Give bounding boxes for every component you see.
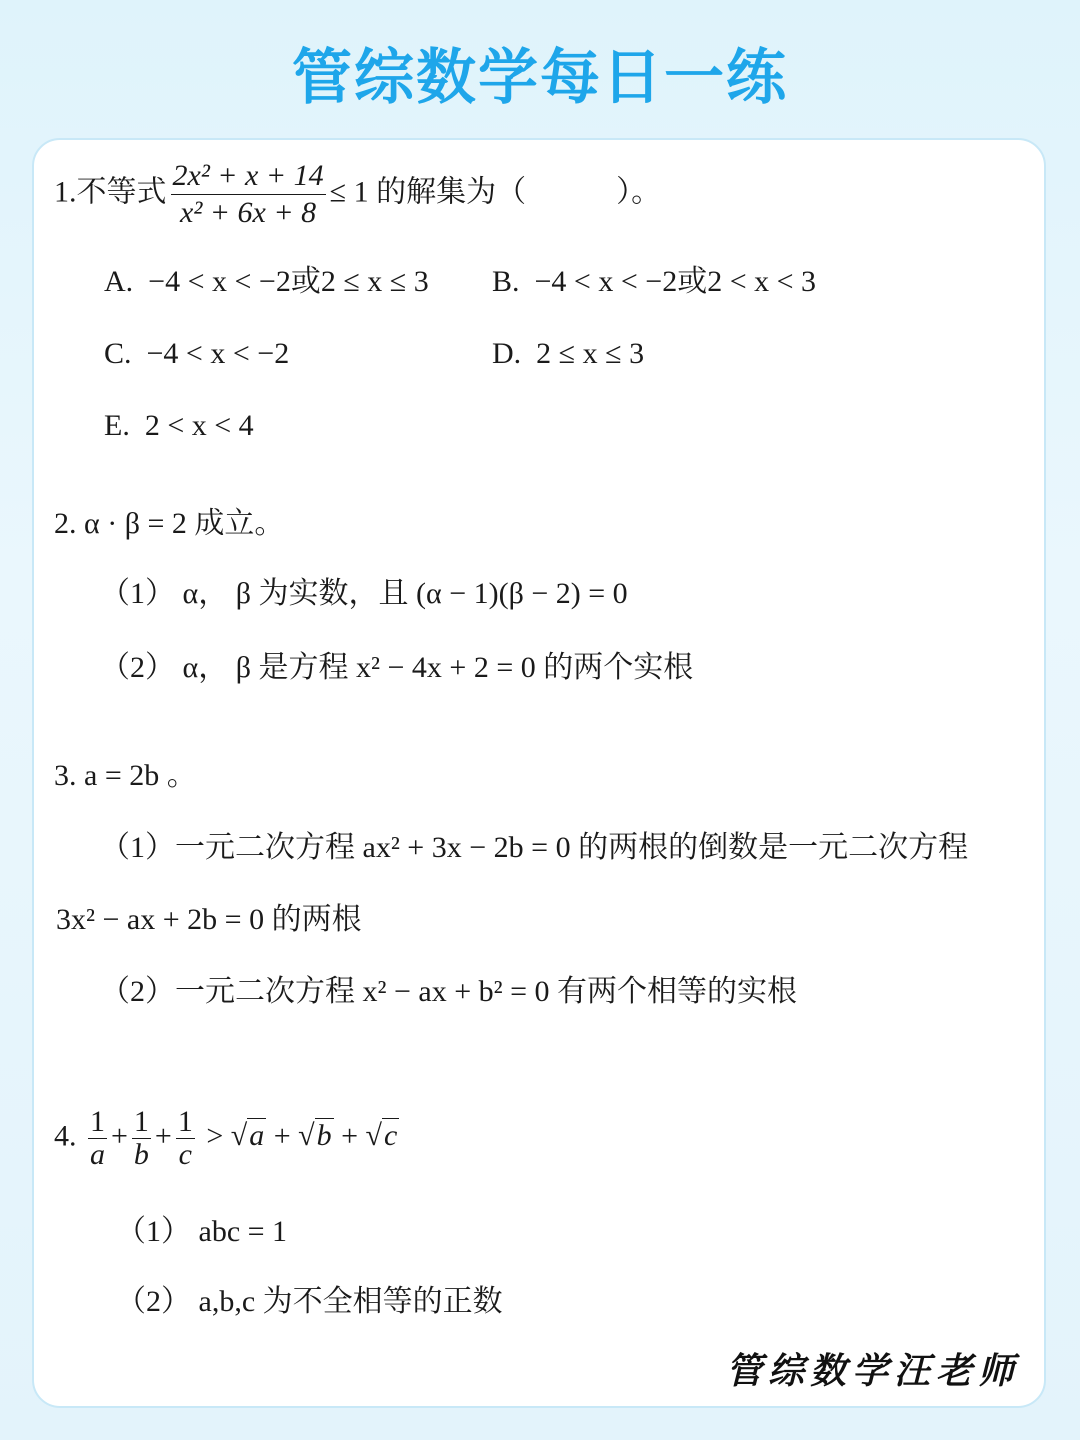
radicand: a — [249, 1119, 265, 1153]
option-letter: D. — [492, 337, 522, 370]
option-letter: B. — [492, 265, 520, 298]
q2-condition-2: （2） α， β 是方程 x² − 4x + 2 = 0 的两个实根 — [100, 651, 694, 684]
q1-fraction — [171, 158, 326, 231]
q4-frac-1 — [88, 1106, 107, 1171]
frac-numerator: 1 — [133, 1105, 149, 1138]
option-text: 2 < x < 4 — [144, 409, 254, 442]
q1-option-c — [104, 334, 289, 374]
q1-option-a — [104, 262, 429, 302]
question-card — [32, 138, 1046, 1408]
q1-suffix: ≤ 1 的解集为（ ）。 — [329, 175, 662, 209]
option-letter: E. — [104, 409, 130, 442]
frac-denominator: b — [133, 1138, 149, 1171]
option-text: −4 < x < −2或2 ≤ x ≤ 3 — [148, 265, 429, 298]
q4-sqrt-a: √a — [230, 1119, 265, 1153]
radicand: b — [316, 1119, 332, 1153]
option-text: −4 < x < −2或2 < x < 3 — [534, 265, 817, 298]
author-signature: 管综数学汪老师 — [725, 1350, 1020, 1392]
q4-sqrt-b: √b — [298, 1119, 332, 1153]
option-text: −4 < x < −2 — [146, 337, 290, 370]
q4-condition-2: （2） a,b,c 为不全相等的正数 — [116, 1285, 503, 1318]
q1-frac-numerator: 2x² + x + 14 — [171, 158, 326, 195]
q4-frac-3 — [176, 1106, 195, 1171]
q1-option-e — [104, 406, 254, 446]
q3-condition-2: （2）一元二次方程 x² − ax + b² = 0 有两个相等的实根 — [100, 975, 798, 1008]
q1-stem — [54, 158, 661, 231]
q2-condition-1: （1） α， β 为实数，且 (α − 1)(β − 2) = 0 — [100, 577, 628, 610]
option-letter: A. — [104, 265, 134, 298]
option-letter: C. — [104, 337, 132, 370]
page-title: 管综数学每日一练 — [292, 43, 788, 113]
q4-condition-1: （1） abc = 1 — [116, 1215, 288, 1248]
q4-sqrt-c: √c — [365, 1119, 398, 1153]
frac-denominator: a — [90, 1138, 105, 1171]
q4-relation: > — [206, 1119, 224, 1153]
q3-condition-1-cont: 3x² − ax + 2b = 0 的两根 — [56, 903, 362, 936]
q1-option-d — [492, 334, 644, 374]
q4-prefix: 4. — [54, 1119, 77, 1153]
q3-stem: 3. a = 2b 。 — [54, 759, 197, 792]
frac-numerator: 1 — [90, 1105, 105, 1138]
q1-prefix: 1.不等式 — [54, 175, 167, 209]
frac-numerator: 1 — [177, 1105, 193, 1138]
frac-denominator: c — [178, 1138, 192, 1171]
q1-frac-denominator: x² + 6x + 8 — [180, 196, 317, 229]
q4-stem: 4. $\frac{1}{a}$ + $\frac{1}{b}$ + $\frac{1}{c}$ > √a + √b + √c — [54, 1105, 398, 1171]
option-text: 2 ≤ x ≤ 3 — [536, 337, 645, 370]
q3-condition-1: （1）一元二次方程 ax² + 3x − 2b = 0 的两根的倒数是一元二次方程 — [100, 831, 969, 864]
q4-frac-2 — [132, 1106, 151, 1171]
q2-stem: 2. α · β = 2 成立。 — [54, 507, 285, 540]
radicand: c — [384, 1119, 398, 1153]
q1-option-b — [492, 262, 816, 302]
